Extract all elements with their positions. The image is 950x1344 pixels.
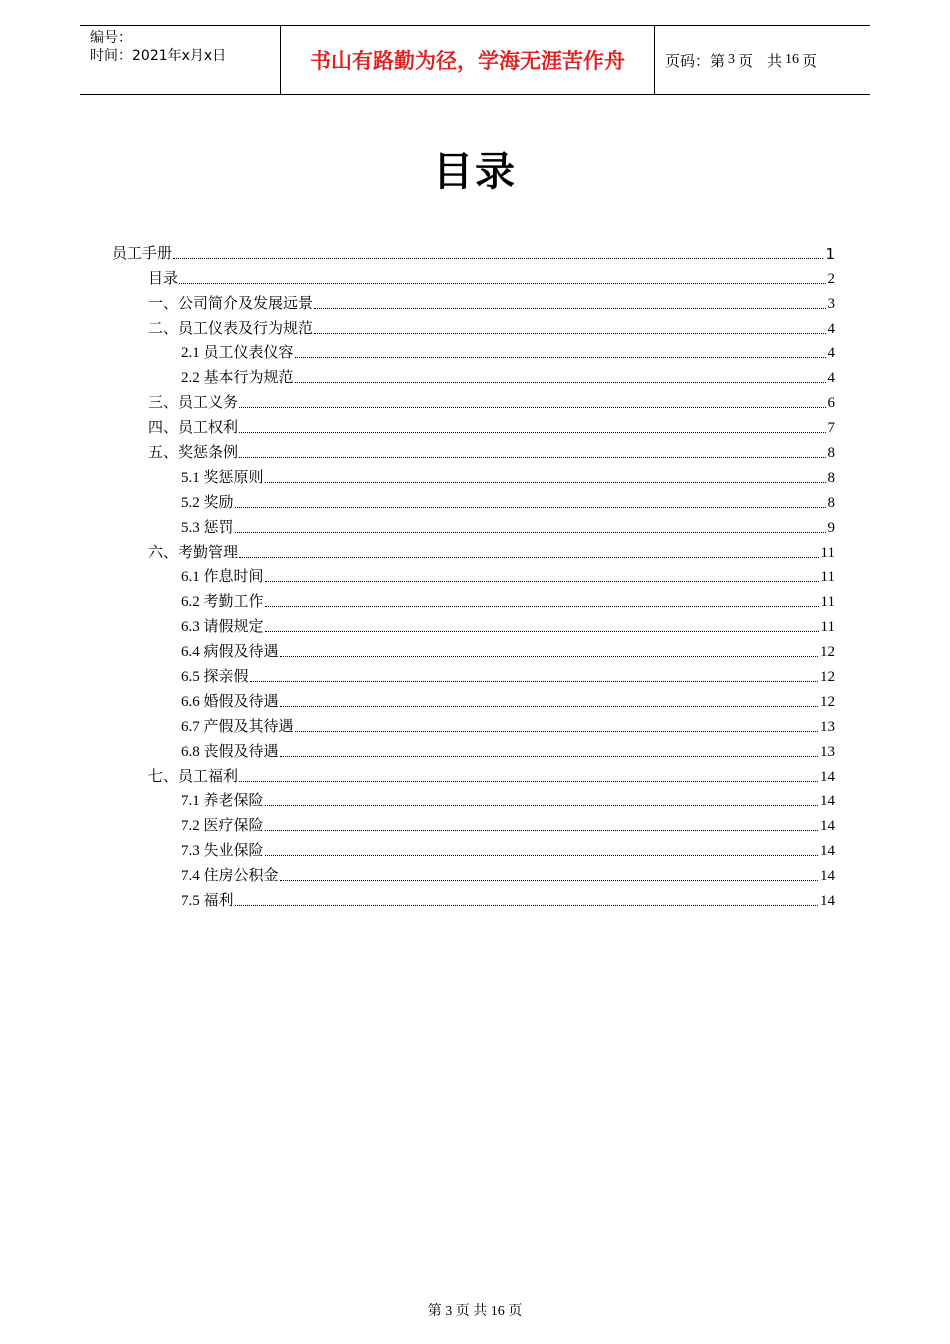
toc-entry-label: 6.5 探亲假 — [181, 665, 250, 686]
toc-leader-dots — [239, 432, 825, 433]
toc-entry-label: 七、员工福利 — [148, 765, 239, 786]
toc-entry[interactable] — [0, 412, 950, 437]
header-page-info — [655, 26, 870, 94]
toc-leader-dots — [235, 905, 818, 906]
toc-entry-page: 9 — [827, 519, 835, 536]
page-number: 3 — [728, 52, 736, 67]
page-prefix: 页码：第 — [665, 51, 726, 70]
toc-entry-label: 7.5 福利 — [181, 889, 235, 910]
toc-entry-page: 11 — [820, 594, 835, 611]
table-of-contents — [0, 238, 950, 910]
toc-entry[interactable] — [0, 437, 950, 462]
toc-entry[interactable] — [0, 338, 950, 363]
toc-leader-dots — [239, 557, 819, 558]
page-header — [80, 25, 870, 95]
toc-leader-dots — [265, 482, 826, 483]
toc-entry-page: 4 — [827, 320, 835, 337]
toc-entry[interactable] — [0, 586, 950, 611]
toc-entry-label: 目录 — [148, 267, 179, 288]
toc-leader-dots — [173, 258, 823, 259]
toc-entry[interactable] — [0, 238, 950, 263]
time-label: 时间：2021年x月x日 — [90, 48, 227, 64]
toc-leader-dots — [235, 507, 826, 508]
toc-entry-label: 6.2 考勤工作 — [181, 590, 265, 611]
toc-leader-dots — [265, 606, 819, 607]
toc-leader-dots — [250, 681, 818, 682]
toc-entry-label: 7.2 医疗保险 — [181, 814, 265, 835]
toc-entry-page: 4 — [827, 370, 835, 387]
toc-leader-dots — [295, 357, 826, 358]
toc-entry-page: 12 — [820, 669, 835, 686]
toc-entry-page: 8 — [827, 469, 835, 486]
toc-entry-label: 6.1 作息时间 — [181, 565, 265, 586]
toc-entry-label: 6.7 产假及其待遇 — [181, 715, 295, 736]
toc-entry[interactable] — [0, 686, 950, 711]
toc-leader-dots — [265, 830, 818, 831]
toc-entry[interactable] — [0, 313, 950, 338]
toc-leader-dots — [280, 706, 818, 707]
toc-entry-page: 14 — [820, 818, 835, 835]
toc-entry-page: 8 — [827, 494, 835, 511]
toc-entry[interactable] — [0, 263, 950, 288]
toc-entry-label: 5.1 奖惩原则 — [181, 466, 265, 487]
toc-entry-label: 2.1 员工仪表仪容 — [181, 341, 295, 362]
toc-entry[interactable] — [0, 636, 950, 661]
toc-entry-label: 6.3 请假规定 — [181, 615, 265, 636]
toc-entry-page: 4 — [827, 345, 835, 362]
total-suffix: 页 — [802, 51, 818, 70]
toc-leader-dots — [280, 656, 818, 657]
page-footer: 第 3 页 共 16 页 — [427, 1304, 523, 1319]
toc-entry-label: 三、员工义务 — [148, 391, 239, 412]
toc-entry[interactable] — [0, 860, 950, 885]
toc-entry-page: 14 — [820, 768, 835, 785]
total-prefix: 共 — [767, 51, 783, 70]
toc-entry-page: 1 — [825, 244, 835, 263]
toc-leader-dots — [280, 880, 818, 881]
toc-entry-label: 二、员工仪表及行为规范 — [148, 317, 314, 338]
toc-entry-page: 2 — [827, 270, 835, 287]
toc-entry[interactable] — [0, 512, 950, 537]
toc-entry-page: 6 — [827, 395, 835, 412]
toc-entry[interactable] — [0, 288, 950, 313]
toc-leader-dots — [295, 731, 818, 732]
toc-entry[interactable] — [0, 761, 950, 786]
toc-leader-dots — [314, 308, 825, 309]
toc-leader-dots — [239, 407, 825, 408]
toc-entry-page: 12 — [820, 693, 835, 710]
toc-entry[interactable] — [0, 711, 950, 736]
toc-leader-dots — [239, 457, 825, 458]
toc-entry[interactable] — [0, 810, 950, 835]
toc-leader-dots — [235, 532, 826, 533]
toc-entry-label: 6.6 婚假及待遇 — [181, 690, 280, 711]
toc-leader-dots — [265, 855, 818, 856]
toc-entry-page: 12 — [820, 644, 835, 661]
toc-entry-label: 7.4 住房公积金 — [181, 864, 280, 885]
toc-entry-label: 2.2 基本行为规范 — [181, 366, 295, 387]
toc-leader-dots — [239, 781, 818, 782]
toc-entry[interactable] — [0, 835, 950, 860]
toc-entry[interactable] — [0, 562, 950, 587]
toc-entry[interactable] — [0, 487, 950, 512]
toc-leader-dots — [265, 581, 819, 582]
toc-entry[interactable] — [0, 387, 950, 412]
toc-entry-page: 11 — [820, 569, 835, 586]
toc-entry-page: 13 — [820, 718, 835, 735]
toc-entry-page: 7 — [827, 420, 835, 437]
toc-entry-page: 14 — [820, 793, 835, 810]
toc-entry-label: 7.3 失业保险 — [181, 839, 265, 860]
toc-entry-page: 14 — [820, 893, 835, 910]
toc-entry-page: 13 — [820, 743, 835, 760]
toc-leader-dots — [314, 333, 825, 334]
toc-entry[interactable] — [0, 462, 950, 487]
total-pages: 16 — [785, 52, 800, 67]
toc-entry[interactable] — [0, 736, 950, 761]
toc-leader-dots — [265, 631, 819, 632]
toc-entry[interactable] — [0, 661, 950, 686]
header-meta — [80, 26, 281, 94]
page-title: 目录 — [433, 149, 517, 195]
toc-entry-label: 5.2 奖励 — [181, 491, 235, 512]
number-label: 编号： — [90, 30, 132, 46]
toc-entry-page: 14 — [820, 843, 835, 860]
toc-entry[interactable] — [0, 611, 950, 636]
toc-leader-dots — [265, 805, 818, 806]
toc-entry[interactable] — [0, 537, 950, 562]
toc-entry-label: 一、公司简介及发展远景 — [148, 292, 314, 313]
page-mid: 页 — [738, 51, 754, 70]
toc-entry-label: 5.3 惩罚 — [181, 516, 235, 537]
toc-entry-page: 8 — [827, 445, 835, 462]
toc-entry-page: 11 — [820, 619, 835, 636]
toc-entry-label: 6.8 丧假及待遇 — [181, 740, 280, 761]
toc-entry-label: 四、员工权利 — [148, 416, 239, 437]
toc-leader-dots — [295, 382, 826, 383]
toc-leader-dots — [179, 283, 825, 284]
toc-entry-label: 7.1 养老保险 — [181, 789, 265, 810]
toc-entry-label: 6.4 病假及待遇 — [181, 640, 280, 661]
toc-entry-label: 员工手册 — [112, 243, 173, 262]
toc-entry[interactable] — [0, 885, 950, 910]
toc-entry-page: 11 — [820, 544, 835, 561]
toc-entry[interactable] — [0, 362, 950, 387]
toc-entry-page: 14 — [820, 868, 835, 885]
toc-entry-label: 六、考勤管理 — [148, 541, 239, 562]
header-motto: 书山有路勤为径，学海无涯苦作舟 — [281, 26, 655, 94]
toc-entry-label: 五、奖惩条例 — [148, 441, 239, 462]
toc-entry-page: 3 — [827, 295, 835, 312]
toc-leader-dots — [280, 756, 818, 757]
toc-entry[interactable] — [0, 786, 950, 811]
